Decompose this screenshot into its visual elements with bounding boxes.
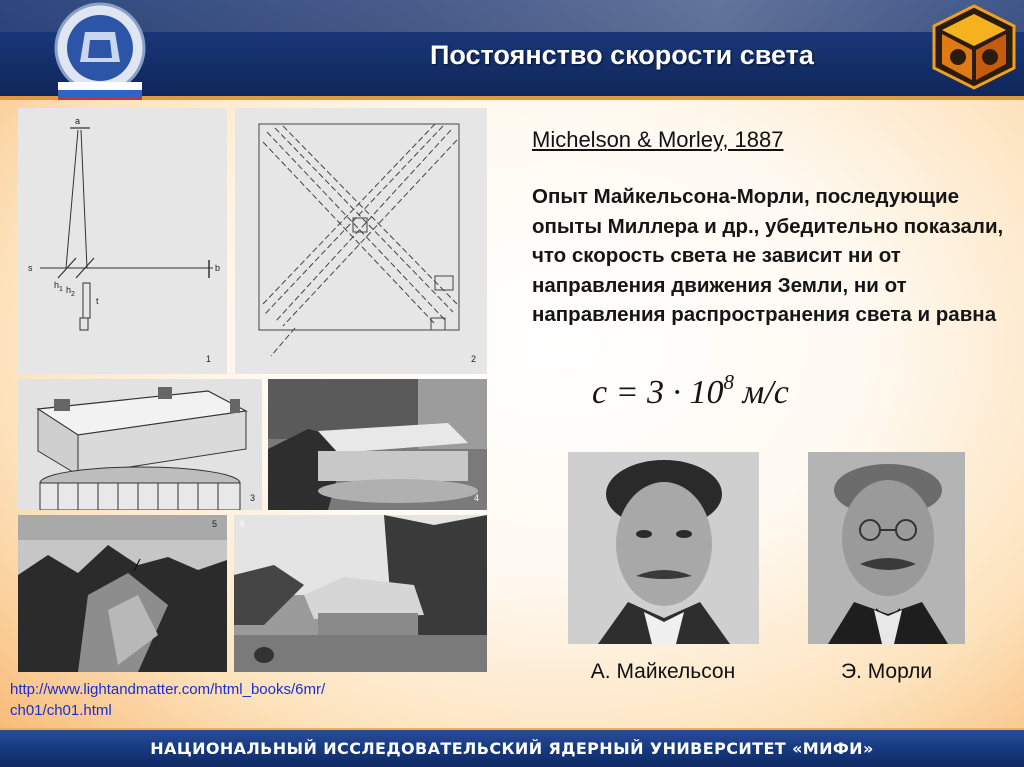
panel-6-number: 6 (240, 519, 246, 529)
header-bar (0, 0, 1024, 100)
light-paths-diagram (235, 108, 487, 374)
formula-exponent: 8 (723, 370, 735, 394)
panel-1-number: 1 (206, 354, 212, 364)
apparatus-drawing (18, 379, 262, 510)
morley-portrait (808, 452, 965, 644)
figure-panel-1-schematic (18, 108, 227, 374)
panel-3-number: 3 (250, 493, 256, 503)
panel-5-number: 5 (212, 519, 218, 529)
lab-photo-illustration (268, 379, 487, 510)
panel-1-label-h2-sub: 2 (71, 290, 75, 298)
reference-citation: Michelson & Morley, 1887 (532, 127, 784, 152)
source-link-line-2[interactable]: ch01/ch01.html (10, 702, 112, 719)
panel-1-label-t: t (96, 296, 99, 306)
morley-caption: Э. Морли (840, 660, 933, 683)
figure-panel-3-apparatus (18, 379, 262, 510)
figure-panel-4-lab-photo (268, 379, 487, 510)
panel-1-label-h1 (54, 280, 63, 293)
panel-1-label-h2 (66, 285, 75, 298)
panel-1-label-b: b (215, 263, 221, 273)
source-link[interactable] (10, 679, 460, 721)
panel-2-number: 2 (471, 354, 477, 364)
morley-portrait-image (808, 452, 965, 644)
mephi-logo-icon (930, 4, 1018, 90)
experiment-description: Опыт Майкельсона-Морли, последующие опыты Миллера и др., убедительно показали, что скорость света не зависит ни от направления движения Земли, ни от направления распространения света и равна (532, 185, 1004, 326)
university-emblem-icon (40, 2, 160, 100)
panel-1-label-s: s (28, 263, 33, 273)
speed-of-light-formula (592, 370, 892, 414)
page-title: Постоянство скорости света (430, 40, 814, 70)
panel-1-label-h1-text: h (54, 280, 60, 290)
formula-base: c = 3 · 10 (592, 374, 724, 411)
footer-university-name: НАЦИОНАЛЬНЫЙ ИССЛЕДОВАТЕЛЬСКИЙ ЯДЕРНЫЙ УНИВЕРСИТЕТ «МИФИ» (150, 739, 874, 758)
figure-panel-2-light-paths (235, 108, 487, 374)
panel-1-label-a: a (75, 116, 81, 126)
forest-photo-illustration (18, 515, 227, 672)
formula-unit: м/с (734, 374, 789, 411)
michelson-portrait-image (568, 452, 759, 644)
michelson-portrait (568, 452, 759, 644)
tent-photo-illustration (234, 515, 487, 672)
interferometer-diagram (18, 108, 227, 374)
figure-panel-6-tent-photo (234, 515, 487, 672)
source-link-line-1[interactable]: http://www.lightandmatter.com/html_books/6mr/ (10, 681, 326, 698)
footer-bar (0, 728, 1024, 767)
panel-1-label-h1-sub: 1 (59, 285, 63, 293)
michelson-caption: А. Майкельсон (590, 660, 736, 683)
panel-1-label-h2-text: h (66, 285, 72, 295)
figure-panel-5-forest-photo (18, 515, 227, 672)
panel-4-number: 4 (474, 493, 480, 503)
